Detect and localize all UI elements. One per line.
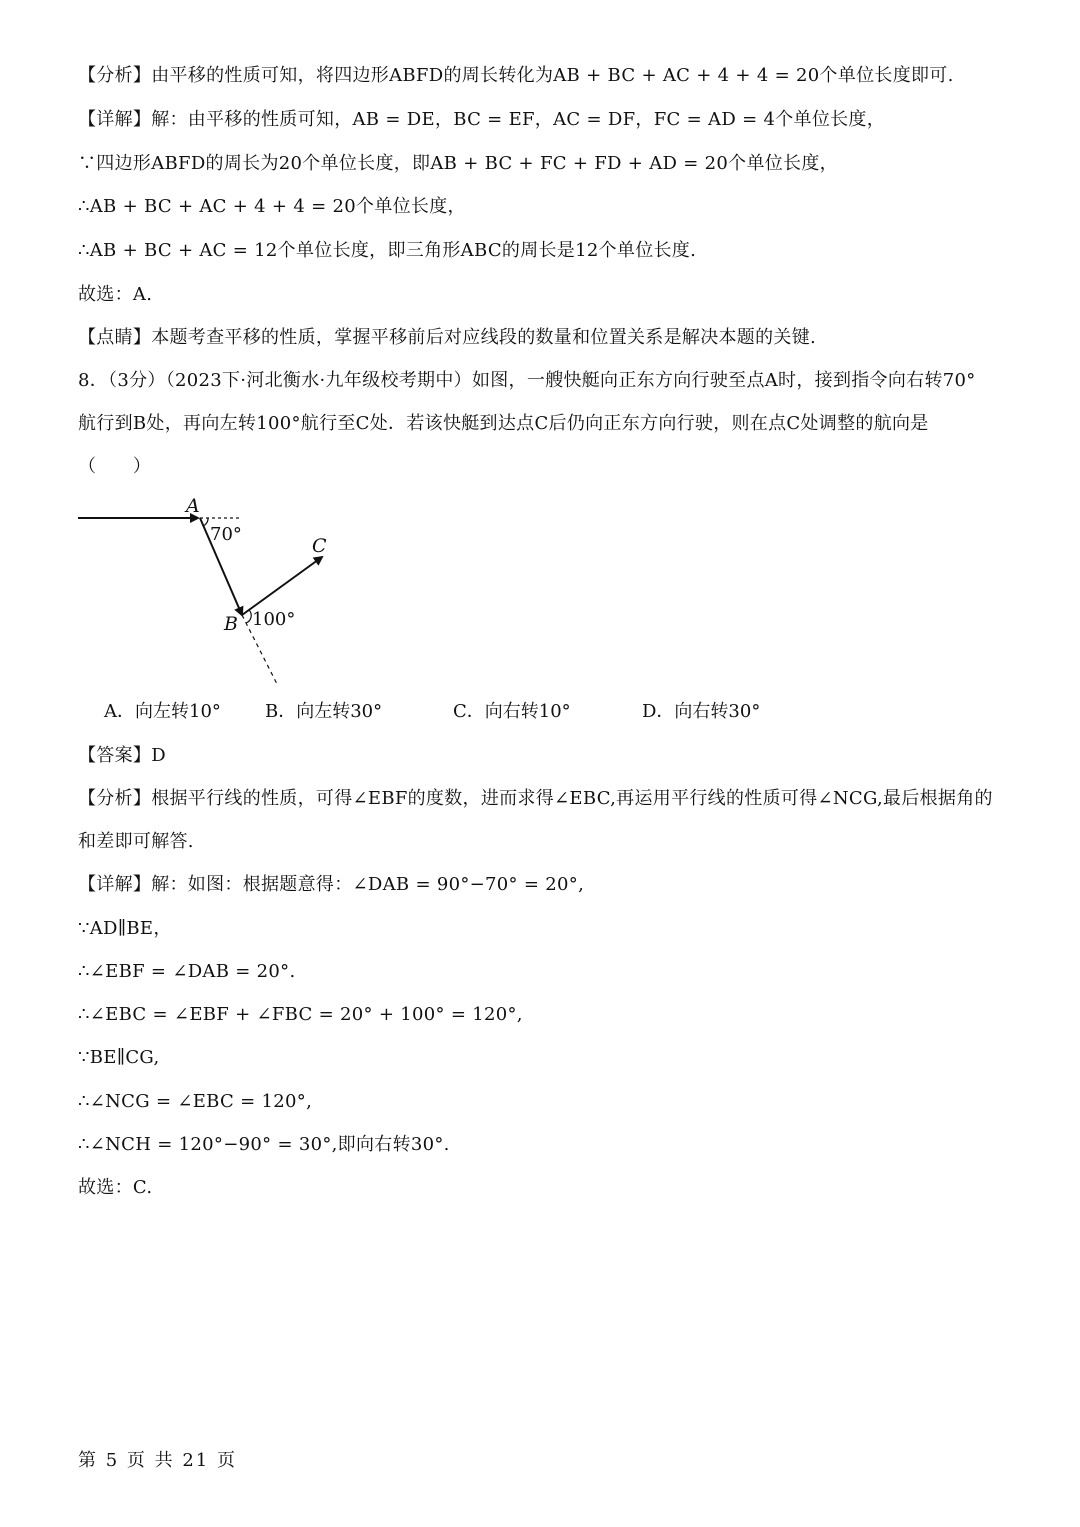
question-line-1: 8．（3分）（2023下·河北衡水·九年级校考期中）如图，一艘快艇向正东方向行驶至点A时，接到指令向右转70° <box>78 370 976 391</box>
question-line-3: （ ） <box>78 456 152 477</box>
analysis-line-2b: 和差即可解答. <box>78 831 194 852</box>
reasoning-line-2: ∴AB + BC + AC + 4 + 4 = 20个单位长度， <box>78 196 466 217</box>
analysis-line-2a: 【分析】根据平行线的性质，可得∠EBF的度数，进而求得∠EBC,再运用平行线的性质可得∠NCG,最后根据角的 <box>78 788 993 809</box>
question-line-2: 航行到B处，再向左转100°航行至C处．若该快艇到达点C后仍向正东方向行驶，则在点C处调整的航向是 <box>78 413 929 434</box>
path-B-to-C <box>242 557 322 615</box>
option-d: D．向右转30° <box>642 701 761 722</box>
solution-step-2: ∴∠EBF = ∠DAB = 20°. <box>78 961 296 982</box>
comment-line: 【点睛】本题考查平移的性质，掌握平移前后对应线段的数量和位置关系是解决本题的关键. <box>78 327 817 348</box>
detail-line: 【详解】解：由平移的性质可知，AB = DE，BC = EF，AC = DF，FC = AD = 4个单位长度， <box>78 109 886 130</box>
boat-route-diagram <box>70 490 370 690</box>
reasoning-line-3: ∴AB + BC + AC = 12个单位长度，即三角形ABC的周长是12个单位长度. <box>78 240 697 261</box>
solution-step-1: ∵AD∥BE， <box>78 918 172 939</box>
solution-step-4: ∵BE∥CG, <box>78 1047 160 1068</box>
angle-label-A: 70° <box>210 524 242 545</box>
analysis-line: 【分析】由平移的性质可知，将四边形ABFD的周长转化为AB + BC + AC + 4 + 4 = 20个单位长度即可. <box>78 65 954 86</box>
solution-step-6: ∴∠NCH = 120°−90° = 30°,即向右转30°. <box>78 1134 450 1155</box>
angle-label-B: 100° <box>252 609 296 630</box>
label-B: B <box>224 613 238 635</box>
option-c: C．向右转10° <box>453 701 571 722</box>
reasoning-line-1: ∵四边形ABFD的周长为20个单位长度，即AB + BC + FC + FD + AD = 20个单位长度， <box>78 153 838 174</box>
solution-step-5: ∴∠NCG = ∠EBC = 120°, <box>78 1091 313 1112</box>
option-a: A．向左转10° <box>104 701 221 722</box>
option-b: B．向左转30° <box>265 701 383 722</box>
solution-step-3: ∴∠EBC = ∠EBF + ∠FBC = 20° + 100° = 120°, <box>78 1004 523 1025</box>
label-A: A <box>186 495 200 517</box>
answer-line: 【答案】D <box>78 745 166 766</box>
choice-line-2: 故选：C. <box>78 1177 153 1198</box>
detail-line-2: 【详解】解：如图：根据题意得：∠DAB = 90°−70° = 20°, <box>78 874 585 895</box>
label-C: C <box>312 535 327 557</box>
page-number: 第 5 页 共 21 页 <box>78 1450 237 1471</box>
choice-line: 故选：A. <box>78 284 153 305</box>
